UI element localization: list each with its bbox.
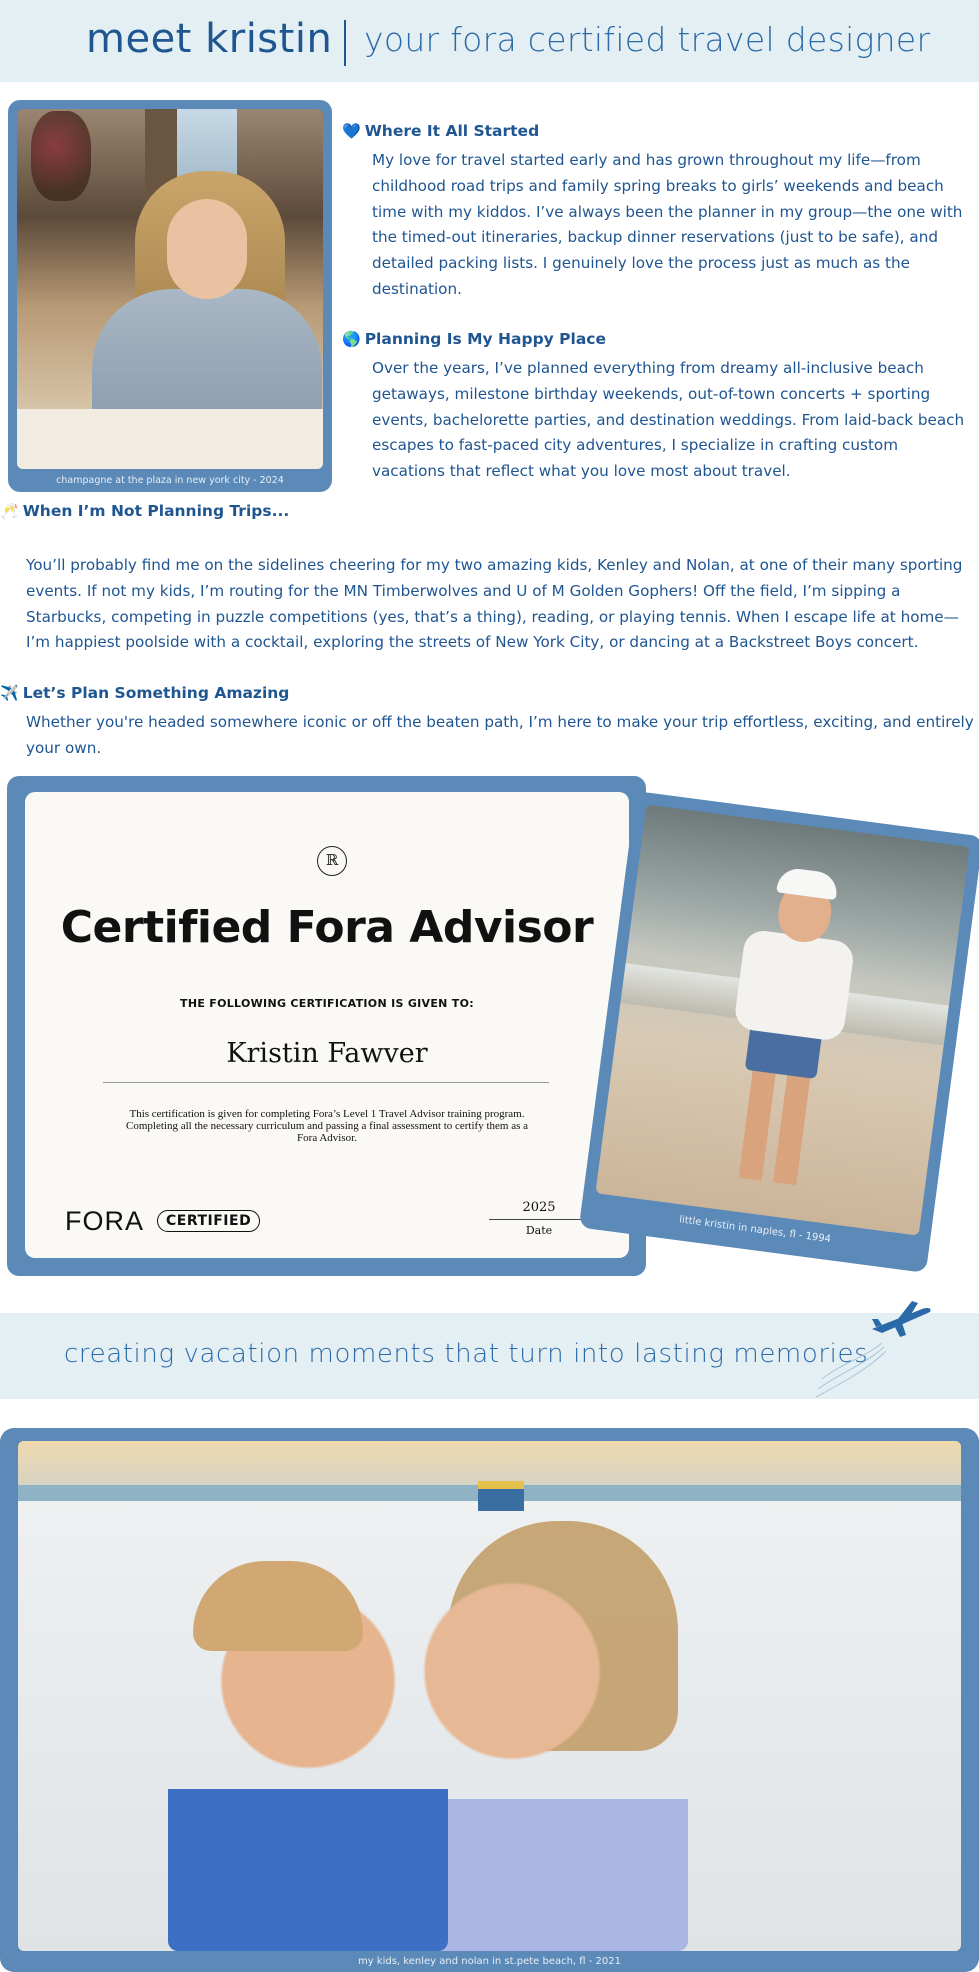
naples-photo-caption: little kristin in naples, fl - 1994: [678, 1214, 832, 1246]
certificate-recipient: Kristin Fawver: [226, 1038, 428, 1069]
section-body-plan-something: Whether you're headed somewhere iconic or off the beaten path, I’m here to make your trip effortless, exciting, and entirely your own.: [26, 713, 974, 757]
airplane-icon: [870, 1299, 934, 1339]
fora-logo: FORA: [65, 1206, 145, 1236]
plaza-photo-frame: [8, 100, 332, 492]
banner-text: creating vacation moments that turn into lasting memories: [64, 1339, 869, 1369]
fora-monogram-icon: ℝ: [317, 846, 347, 876]
section-title-where-it-started: 💙 Where It All Started: [342, 122, 540, 140]
naples-photo-frame: [579, 791, 979, 1273]
plaza-photo: [17, 109, 323, 469]
certificate-frame: [7, 776, 646, 1276]
section-body-planning: Over the years, I’ve planned everything from dreamy all-inclusive beach getaways, milestone birthday weekends, out-of-town concerts + sporting events, bachelorette parties, and destination weddings. From laid-back beach escapes to fast-paced city adventures, I specialize in crafting custom vacations that reflect what you love most about travel.: [372, 359, 965, 481]
airplane-icon: ✈️: [0, 684, 19, 702]
memories-banner: [0, 1313, 979, 1399]
beach-photo-caption: my kids, kenley and nolan in st.pete beach, fl - 2021: [357, 1956, 622, 1967]
naples-photo: [595, 805, 969, 1236]
page-header: [0, 0, 979, 82]
certificate-title: Certified Fora Advisor: [60, 902, 594, 953]
certificate-name-rule: [103, 1082, 549, 1083]
certificate-description: This certification is given for completing Fora’s Level 1 Travel Advisor training program. Completing all the necessary curriculum and passing a final assessment to certify them as a Fora Advisor.: [126, 1108, 528, 1144]
blue-heart-icon: 💙: [342, 122, 361, 140]
plane-trail-icon: [812, 1339, 892, 1401]
section-body-where-it-started: My love for travel started early and has grown throughout my life—from childhood road trips and family spring breaks to girls’ weekends and beach time with my kiddos. I’ve always been the planner in my group—the one with the timed-out itineraries, backup dinner reservations (just to be safe), and detailed packing lists. I genuinely love the process just as much as the destination.: [372, 151, 963, 298]
certificate: [25, 792, 629, 1258]
certificate-date-rule: [489, 1219, 589, 1220]
clinking-glasses-icon: 🥂: [0, 502, 19, 520]
header-subtitle: your fora certified travel designer: [364, 20, 931, 59]
header-name: meet kristin: [86, 16, 333, 62]
certificate-year: 2025: [522, 1200, 556, 1215]
certificate-date-label: Date: [525, 1224, 553, 1237]
beach-photo-frame: [0, 1428, 979, 1972]
header-divider: [344, 20, 346, 66]
section-title-not-planning: 🥂 When I’m Not Planning Trips...: [0, 502, 290, 520]
section-body-not-planning: You’ll probably find me on the sidelines cheering for my two amazing kids, Kenley and Nolan, at one of their many sporting events. If not my kids, I’m routing for the MN Timberwolves and U of M Golden Gophers! Off the field, I’m sipping a Starbucks, competing in puzzle competitions (yes, that’s a thing), reading, or playing tennis. When I escape life at home—I’m happiest poolside with a cocktail, exploring the streets of New York City, or dancing at a Backstreet Boys concert.: [26, 556, 963, 652]
section-title-planning: 🌎 Planning Is My Happy Place: [342, 330, 606, 348]
beach-photo: [18, 1441, 961, 1951]
certificate-given-label: THE FOLLOWING CERTIFICATION IS GIVEN TO:: [180, 997, 474, 1010]
certified-badge: CERTIFIED: [157, 1210, 260, 1232]
section-title-plan-something: ✈️ Let’s Plan Something Amazing: [0, 684, 290, 702]
globe-icon: 🌎: [342, 330, 361, 348]
plaza-photo-caption: champagne at the plaza in new york city - 2024: [56, 475, 284, 486]
